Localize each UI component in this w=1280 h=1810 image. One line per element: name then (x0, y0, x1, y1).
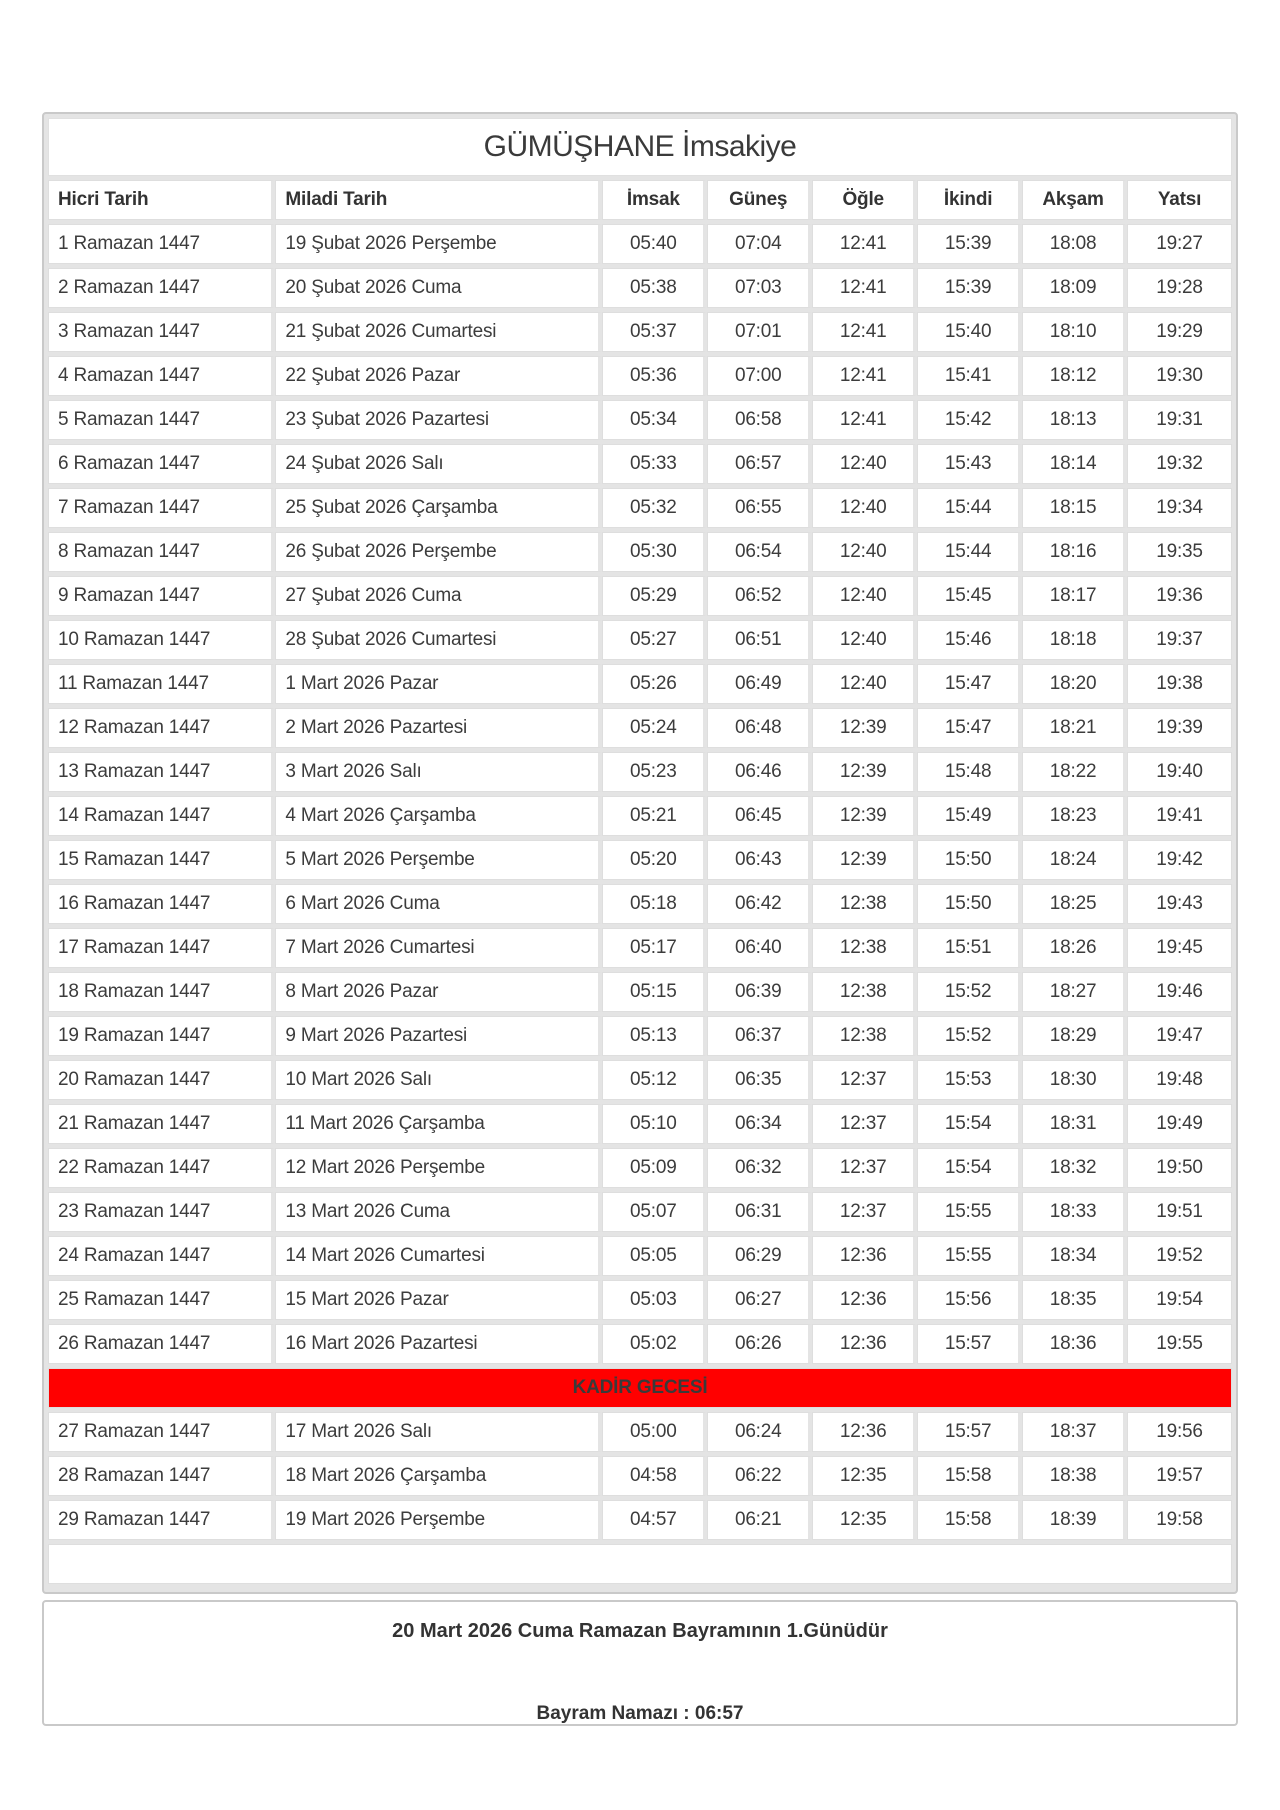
ogle-cell: 12:39 (812, 796, 917, 836)
aksam-cell: 18:14 (1022, 444, 1127, 484)
kadir-gecesi-row (48, 1368, 1232, 1408)
hicri-date-cell: 13 Ramazan 1447 (48, 752, 275, 792)
gunes-cell: 06:29 (707, 1236, 812, 1276)
ikindi-cell: 15:47 (917, 664, 1022, 704)
hicri-date-cell: 7 Ramazan 1447 (48, 488, 275, 528)
yatsi-cell: 19:36 (1127, 576, 1232, 616)
table-row (48, 1500, 1232, 1540)
imsak-cell: 05:20 (602, 840, 707, 880)
ogle-cell: 12:38 (812, 1016, 917, 1056)
yatsi-cell: 19:43 (1127, 884, 1232, 924)
miladi-date-cell: 15 Mart 2026 Pazar (275, 1280, 602, 1320)
imsak-cell: 05:27 (602, 620, 707, 660)
aksam-cell: 18:12 (1022, 356, 1127, 396)
miladi-date-cell: 6 Mart 2026 Cuma (275, 884, 602, 924)
ogle-cell: 12:38 (812, 884, 917, 924)
gunes-cell: 06:31 (707, 1192, 812, 1232)
ogle-cell: 12:38 (812, 928, 917, 968)
table-row (48, 444, 1232, 484)
aksam-cell: 18:30 (1022, 1060, 1127, 1100)
ikindi-cell: 15:50 (917, 840, 1022, 880)
table-row (48, 664, 1232, 704)
miladi-date-cell: 16 Mart 2026 Pazartesi (275, 1324, 602, 1364)
hicri-date-cell: 22 Ramazan 1447 (48, 1148, 275, 1188)
ikindi-cell: 15:46 (917, 620, 1022, 660)
table-row (48, 312, 1232, 352)
gunes-cell: 06:57 (707, 444, 812, 484)
column-header-ogle: Öğle (812, 180, 917, 220)
ogle-cell: 12:35 (812, 1456, 917, 1496)
ogle-cell: 12:38 (812, 972, 917, 1012)
imsak-cell: 05:10 (602, 1104, 707, 1144)
ikindi-cell: 15:40 (917, 312, 1022, 352)
imsak-cell: 05:12 (602, 1060, 707, 1100)
hicri-date-cell: 18 Ramazan 1447 (48, 972, 275, 1012)
yatsi-cell: 19:28 (1127, 268, 1232, 308)
imsak-cell: 05:13 (602, 1016, 707, 1056)
ikindi-cell: 15:42 (917, 400, 1022, 440)
table-row (48, 1192, 1232, 1232)
aksam-cell: 18:18 (1022, 620, 1127, 660)
ikindi-cell: 15:44 (917, 488, 1022, 528)
ikindi-cell: 15:41 (917, 356, 1022, 396)
hicri-date-cell: 1 Ramazan 1447 (48, 224, 275, 264)
column-header-imsak: İmsak (602, 180, 707, 220)
table-row (48, 708, 1232, 748)
ogle-cell: 12:36 (812, 1324, 917, 1364)
gunes-cell: 06:22 (707, 1456, 812, 1496)
bayram-note: 20 Mart 2026 Cuma Ramazan Bayramının 1.Günüdür (392, 1620, 888, 1642)
aksam-cell: 18:10 (1022, 312, 1127, 352)
table-row (48, 356, 1232, 396)
miladi-date-cell: 20 Şubat 2026 Cuma (275, 268, 602, 308)
ogle-cell: 12:37 (812, 1060, 917, 1100)
hicri-date-cell: 23 Ramazan 1447 (48, 1192, 275, 1232)
imsak-cell: 05:18 (602, 884, 707, 924)
empty-spacer-cell (48, 1544, 1232, 1584)
aksam-cell: 18:22 (1022, 752, 1127, 792)
hicri-date-cell: 17 Ramazan 1447 (48, 928, 275, 968)
ikindi-cell: 15:44 (917, 532, 1022, 572)
ikindi-cell: 15:52 (917, 1016, 1022, 1056)
miladi-date-cell: 24 Şubat 2026 Salı (275, 444, 602, 484)
aksam-cell: 18:25 (1022, 884, 1127, 924)
miladi-date-cell: 14 Mart 2026 Cumartesi (275, 1236, 602, 1276)
ogle-cell: 12:36 (812, 1280, 917, 1320)
ogle-cell: 12:40 (812, 576, 917, 616)
hicri-date-cell: 3 Ramazan 1447 (48, 312, 275, 352)
ikindi-cell: 15:58 (917, 1456, 1022, 1496)
gunes-cell: 06:51 (707, 620, 812, 660)
hicri-date-cell: 11 Ramazan 1447 (48, 664, 275, 704)
ogle-cell: 12:39 (812, 708, 917, 748)
gunes-cell: 07:03 (707, 268, 812, 308)
imsak-cell: 05:32 (602, 488, 707, 528)
table-row (48, 1148, 1232, 1188)
gunes-cell: 06:49 (707, 664, 812, 704)
ogle-cell: 12:36 (812, 1412, 917, 1452)
aksam-cell: 18:13 (1022, 400, 1127, 440)
hicri-date-cell: 25 Ramazan 1447 (48, 1280, 275, 1320)
table-row (48, 532, 1232, 572)
aksam-cell: 18:27 (1022, 972, 1127, 1012)
miladi-date-cell: 26 Şubat 2026 Perşembe (275, 532, 602, 572)
table-row (48, 620, 1232, 660)
yatsi-cell: 19:51 (1127, 1192, 1232, 1232)
imsak-cell: 05:38 (602, 268, 707, 308)
yatsi-cell: 19:35 (1127, 532, 1232, 572)
hicri-date-cell: 10 Ramazan 1447 (48, 620, 275, 660)
yatsi-cell: 19:38 (1127, 664, 1232, 704)
aksam-cell: 18:15 (1022, 488, 1127, 528)
miladi-date-cell: 19 Şubat 2026 Perşembe (275, 224, 602, 264)
hicri-date-cell: 12 Ramazan 1447 (48, 708, 275, 748)
ogle-cell: 12:37 (812, 1104, 917, 1144)
ikindi-cell: 15:50 (917, 884, 1022, 924)
miladi-date-cell: 9 Mart 2026 Pazartesi (275, 1016, 602, 1056)
table-row (48, 752, 1232, 792)
hicri-date-cell: 14 Ramazan 1447 (48, 796, 275, 836)
yatsi-cell: 19:58 (1127, 1500, 1232, 1540)
ikindi-cell: 15:52 (917, 972, 1022, 1012)
yatsi-cell: 19:50 (1127, 1148, 1232, 1188)
table-row (48, 400, 1232, 440)
gunes-cell: 06:43 (707, 840, 812, 880)
imsak-cell: 04:58 (602, 1456, 707, 1496)
ogle-cell: 12:41 (812, 268, 917, 308)
gunes-cell: 06:45 (707, 796, 812, 836)
ikindi-cell: 15:43 (917, 444, 1022, 484)
miladi-date-cell: 17 Mart 2026 Salı (275, 1412, 602, 1452)
table-row (48, 268, 1232, 308)
aksam-cell: 18:17 (1022, 576, 1127, 616)
table-row (48, 1456, 1232, 1496)
imsak-cell: 05:40 (602, 224, 707, 264)
gunes-cell: 06:42 (707, 884, 812, 924)
hicri-date-cell: 19 Ramazan 1447 (48, 1016, 275, 1056)
ogle-cell: 12:41 (812, 400, 917, 440)
gunes-cell: 07:01 (707, 312, 812, 352)
imsak-cell: 05:33 (602, 444, 707, 484)
imsak-cell: 05:30 (602, 532, 707, 572)
table-row (48, 1060, 1232, 1100)
table-row (48, 928, 1232, 968)
imsak-cell: 05:21 (602, 796, 707, 836)
table-header-row (48, 180, 1232, 220)
miladi-date-cell: 19 Mart 2026 Perşembe (275, 1500, 602, 1540)
aksam-cell: 18:20 (1022, 664, 1127, 704)
miladi-date-cell: 4 Mart 2026 Çarşamba (275, 796, 602, 836)
yatsi-cell: 19:49 (1127, 1104, 1232, 1144)
table-row (48, 796, 1232, 836)
aksam-cell: 18:23 (1022, 796, 1127, 836)
yatsi-cell: 19:45 (1127, 928, 1232, 968)
ogle-cell: 12:36 (812, 1236, 917, 1276)
imsak-cell: 05:00 (602, 1412, 707, 1452)
yatsi-cell: 19:40 (1127, 752, 1232, 792)
aksam-cell: 18:38 (1022, 1456, 1127, 1496)
ogle-cell: 12:40 (812, 444, 917, 484)
aksam-cell: 18:08 (1022, 224, 1127, 264)
miladi-date-cell: 27 Şubat 2026 Cuma (275, 576, 602, 616)
hicri-date-cell: 26 Ramazan 1447 (48, 1324, 275, 1364)
aksam-cell: 18:16 (1022, 532, 1127, 572)
hicri-date-cell: 16 Ramazan 1447 (48, 884, 275, 924)
yatsi-cell: 19:29 (1127, 312, 1232, 352)
gunes-cell: 07:00 (707, 356, 812, 396)
gunes-cell: 06:58 (707, 400, 812, 440)
imsak-cell: 04:57 (602, 1500, 707, 1540)
miladi-date-cell: 23 Şubat 2026 Pazartesi (275, 400, 602, 440)
kadir-gecesi-banner: KADİR GECESİ (48, 1368, 1232, 1408)
yatsi-cell: 19:27 (1127, 224, 1232, 264)
gunes-cell: 06:48 (707, 708, 812, 748)
gunes-cell: 06:52 (707, 576, 812, 616)
imsak-cell: 05:02 (602, 1324, 707, 1364)
ogle-cell: 12:40 (812, 620, 917, 660)
miladi-date-cell: 22 Şubat 2026 Pazar (275, 356, 602, 396)
yatsi-cell: 19:55 (1127, 1324, 1232, 1364)
aksam-cell: 18:21 (1022, 708, 1127, 748)
column-header-hicri-tarih: Hicri Tarih (48, 180, 275, 220)
miladi-date-cell: 3 Mart 2026 Salı (275, 752, 602, 792)
imsak-cell: 05:15 (602, 972, 707, 1012)
imsakiye-card (42, 112, 1238, 1594)
table-row (48, 1324, 1232, 1364)
yatsi-cell: 19:56 (1127, 1412, 1232, 1452)
table-row (48, 1280, 1232, 1320)
miladi-date-cell: 28 Şubat 2026 Cumartesi (275, 620, 602, 660)
aksam-cell: 18:24 (1022, 840, 1127, 880)
gunes-cell: 06:24 (707, 1412, 812, 1452)
miladi-date-cell: 11 Mart 2026 Çarşamba (275, 1104, 602, 1144)
yatsi-cell: 19:47 (1127, 1016, 1232, 1056)
ogle-cell: 12:41 (812, 312, 917, 352)
ogle-cell: 12:41 (812, 356, 917, 396)
hicri-date-cell: 29 Ramazan 1447 (48, 1500, 275, 1540)
ogle-cell: 12:39 (812, 840, 917, 880)
gunes-cell: 06:27 (707, 1280, 812, 1320)
miladi-date-cell: 18 Mart 2026 Çarşamba (275, 1456, 602, 1496)
imsak-cell: 05:09 (602, 1148, 707, 1188)
page-title: GÜMÜŞHANE İmsakiye (48, 118, 1232, 176)
imsak-cell: 05:03 (602, 1280, 707, 1320)
imsak-cell: 05:34 (602, 400, 707, 440)
hicri-date-cell: 28 Ramazan 1447 (48, 1456, 275, 1496)
ogle-cell: 12:40 (812, 488, 917, 528)
ikindi-cell: 15:57 (917, 1324, 1022, 1364)
hicri-date-cell: 20 Ramazan 1447 (48, 1060, 275, 1100)
hicri-date-cell: 15 Ramazan 1447 (48, 840, 275, 880)
ikindi-cell: 15:53 (917, 1060, 1022, 1100)
gunes-cell: 06:34 (707, 1104, 812, 1144)
miladi-date-cell: 2 Mart 2026 Pazartesi (275, 708, 602, 748)
gunes-cell: 06:40 (707, 928, 812, 968)
yatsi-cell: 19:31 (1127, 400, 1232, 440)
aksam-cell: 18:37 (1022, 1412, 1127, 1452)
ikindi-cell: 15:58 (917, 1500, 1022, 1540)
ikindi-cell: 15:54 (917, 1148, 1022, 1188)
aksam-cell: 18:26 (1022, 928, 1127, 968)
aksam-cell: 18:36 (1022, 1324, 1127, 1364)
table-row (48, 576, 1232, 616)
column-header-aksam: Akşam (1022, 180, 1127, 220)
gunes-cell: 06:55 (707, 488, 812, 528)
yatsi-cell: 19:37 (1127, 620, 1232, 660)
hicri-date-cell: 24 Ramazan 1447 (48, 1236, 275, 1276)
aksam-cell: 18:31 (1022, 1104, 1127, 1144)
ogle-cell: 12:40 (812, 532, 917, 572)
yatsi-cell: 19:57 (1127, 1456, 1232, 1496)
yatsi-cell: 19:46 (1127, 972, 1232, 1012)
gunes-cell: 07:04 (707, 224, 812, 264)
gunes-cell: 06:54 (707, 532, 812, 572)
table-row (48, 1016, 1232, 1056)
ogle-cell: 12:37 (812, 1192, 917, 1232)
column-header-ikindi: İkindi (917, 180, 1022, 220)
aksam-cell: 18:32 (1022, 1148, 1127, 1188)
ogle-cell: 12:37 (812, 1148, 917, 1188)
imsak-cell: 05:23 (602, 752, 707, 792)
miladi-date-cell: 10 Mart 2026 Salı (275, 1060, 602, 1100)
imsak-cell: 05:36 (602, 356, 707, 396)
hicri-date-cell: 4 Ramazan 1447 (48, 356, 275, 396)
gunes-cell: 06:21 (707, 1500, 812, 1540)
ogle-cell: 12:41 (812, 224, 917, 264)
footer-card (42, 1600, 1238, 1726)
yatsi-cell: 19:30 (1127, 356, 1232, 396)
table-row (48, 1104, 1232, 1144)
aksam-cell: 18:33 (1022, 1192, 1127, 1232)
imsak-cell: 05:37 (602, 312, 707, 352)
bayram-namazi-time: Bayram Namazı : 06:57 (536, 1703, 744, 1724)
miladi-date-cell: 21 Şubat 2026 Cumartesi (275, 312, 602, 352)
column-header-yatsi: Yatsı (1127, 180, 1232, 220)
hicri-date-cell: 6 Ramazan 1447 (48, 444, 275, 484)
miladi-date-cell: 8 Mart 2026 Pazar (275, 972, 602, 1012)
prayer-times-table (48, 176, 1232, 1588)
ikindi-cell: 15:55 (917, 1192, 1022, 1232)
aksam-cell: 18:35 (1022, 1280, 1127, 1320)
table-row (48, 840, 1232, 880)
miladi-date-cell: 7 Mart 2026 Cumartesi (275, 928, 602, 968)
hicri-date-cell: 2 Ramazan 1447 (48, 268, 275, 308)
gunes-cell: 06:39 (707, 972, 812, 1012)
gunes-cell: 06:26 (707, 1324, 812, 1364)
yatsi-cell: 19:48 (1127, 1060, 1232, 1100)
aksam-cell: 18:34 (1022, 1236, 1127, 1276)
table-row (48, 972, 1232, 1012)
hicri-date-cell: 5 Ramazan 1447 (48, 400, 275, 440)
miladi-date-cell: 1 Mart 2026 Pazar (275, 664, 602, 704)
column-header-miladi-tarih: Miladi Tarih (275, 180, 602, 220)
imsak-cell: 05:26 (602, 664, 707, 704)
hicri-date-cell: 8 Ramazan 1447 (48, 532, 275, 572)
gunes-cell: 06:37 (707, 1016, 812, 1056)
imsak-cell: 05:24 (602, 708, 707, 748)
imsak-cell: 05:07 (602, 1192, 707, 1232)
imsak-cell: 05:29 (602, 576, 707, 616)
table-row (48, 1236, 1232, 1276)
table-row (48, 224, 1232, 264)
ikindi-cell: 15:56 (917, 1280, 1022, 1320)
gunes-cell: 06:35 (707, 1060, 812, 1100)
aksam-cell: 18:29 (1022, 1016, 1127, 1056)
empty-spacer-row (48, 1544, 1232, 1584)
hicri-date-cell: 27 Ramazan 1447 (48, 1412, 275, 1452)
miladi-date-cell: 5 Mart 2026 Perşembe (275, 840, 602, 880)
table-row (48, 488, 1232, 528)
yatsi-cell: 19:41 (1127, 796, 1232, 836)
ikindi-cell: 15:49 (917, 796, 1022, 836)
ikindi-cell: 15:51 (917, 928, 1022, 968)
ogle-cell: 12:35 (812, 1500, 917, 1540)
hicri-date-cell: 9 Ramazan 1447 (48, 576, 275, 616)
ikindi-cell: 15:47 (917, 708, 1022, 748)
gunes-cell: 06:46 (707, 752, 812, 792)
ikindi-cell: 15:48 (917, 752, 1022, 792)
column-header-gunes: Güneş (707, 180, 812, 220)
yatsi-cell: 19:34 (1127, 488, 1232, 528)
miladi-date-cell: 25 Şubat 2026 Çarşamba (275, 488, 602, 528)
yatsi-cell: 19:42 (1127, 840, 1232, 880)
table-row (48, 1412, 1232, 1452)
ogle-cell: 12:39 (812, 752, 917, 792)
aksam-cell: 18:39 (1022, 1500, 1127, 1540)
ikindi-cell: 15:54 (917, 1104, 1022, 1144)
miladi-date-cell: 13 Mart 2026 Cuma (275, 1192, 602, 1232)
miladi-date-cell: 12 Mart 2026 Perşembe (275, 1148, 602, 1188)
yatsi-cell: 19:52 (1127, 1236, 1232, 1276)
table-row (48, 884, 1232, 924)
imsak-cell: 05:05 (602, 1236, 707, 1276)
ikindi-cell: 15:55 (917, 1236, 1022, 1276)
yatsi-cell: 19:54 (1127, 1280, 1232, 1320)
ikindi-cell: 15:45 (917, 576, 1022, 616)
imsak-cell: 05:17 (602, 928, 707, 968)
ikindi-cell: 15:57 (917, 1412, 1022, 1452)
hicri-date-cell: 21 Ramazan 1447 (48, 1104, 275, 1144)
gunes-cell: 06:32 (707, 1148, 812, 1188)
yatsi-cell: 19:39 (1127, 708, 1232, 748)
ikindi-cell: 15:39 (917, 268, 1022, 308)
aksam-cell: 18:09 (1022, 268, 1127, 308)
yatsi-cell: 19:32 (1127, 444, 1232, 484)
ikindi-cell: 15:39 (917, 224, 1022, 264)
prayer-table-body (48, 224, 1232, 1584)
ogle-cell: 12:40 (812, 664, 917, 704)
